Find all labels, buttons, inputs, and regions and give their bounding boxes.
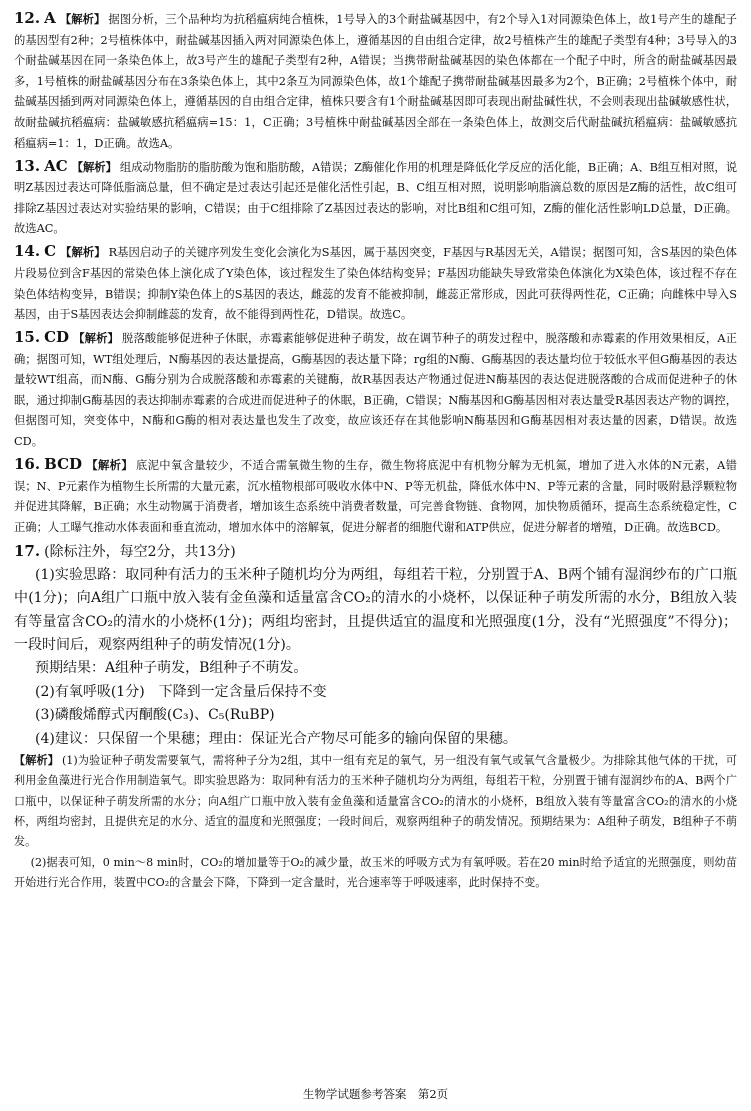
question-13 bbox=[14, 156, 737, 240]
page-content bbox=[14, 8, 737, 893]
question-14 bbox=[14, 241, 737, 325]
analysis-tag: 【解析】 bbox=[73, 331, 120, 346]
question-number: 16. bbox=[14, 455, 41, 474]
page-footer: 生物学试题参考答案 第2页 bbox=[302, 1087, 449, 1101]
analysis-text: 脱落酸能够促进种子休眠，赤霉素能够促进种子萌发，故在调节种子的萌发过程中，脱落酸和赤霉素的作用效果相反，A正确；据图可知，WT组处理后，N酶基因的表达量提高，G酶基因的表达量下降；rg组的N酶、G酶基因的表达量均位于较低水平但G酶基因的表达量较WT组高，而N酶、G酶分别为合成脱落酸和赤霉素的关键酶，故R基因表达产物通过促进N酶基因的表达促进脱落酸的合成而促进种子的休眠，通过抑制G酶基因的表达抑制赤霉素的合成进而促进种子的休眠，B正确，C错误；N酶基因和G酶基因相对表达量受R基因表达产物的调控，但据图可知，突变体中，N酶和G酶的相对表达量也发生了改变，故应该还存在其他影响N酶基因和G酶基因相对表达量的因素，D错误。故选CD。 bbox=[14, 332, 738, 449]
question-17-header bbox=[14, 540, 737, 564]
question-12 bbox=[14, 8, 737, 154]
score-note: (除标注外，每空2分，共13分) bbox=[44, 543, 236, 560]
question-number: 13. bbox=[14, 156, 41, 175]
question-number: 17. bbox=[14, 541, 41, 560]
analysis-tag: 【解析】 bbox=[71, 159, 117, 174]
analysis-text: 据图分析，三个品种均为抗稻瘟病纯合植株，1号导入的3个耐盐碱基因中，有2个导入1对同源染色体上，故1号产生的雄配子的基因型有2种；2号植株体中，耐盐碱基因插入两对同源染色体上，遵循基因的自由组合定律，故2号植株产生的雄配子类型有4种；3号导入的3个耐盐碱基因在同一条染色体上，故3号产生的雄配子类型有2种，A错误；当携带耐盐碱基因的染色体都在一个配子中时，所含的耐盐碱基因最多，1号植株的耐盐碱基因分布在3条染色体上，其中2条互为同源染色体，故1个雄配子携带耐盐碱基因最多为2个，B正确；2号植株个体中，耐盐碱基因插到两对同源染色体上，遵循基因的自由组合定律，植株只要含有1个耐盐碱基因即可表现出耐盐碱性状，不会则表现出盐碱敏感性状，故耐盐碱抗稻瘟病：盐碱敏感抗稻瘟病=15：1，C正确；3号植株中耐盐碱基因全部在一条染色体上，故测交后代耐盐碱抗稻瘟病：盐碱敏感抗稻瘟病=1：1，D正确。故选A。 bbox=[14, 13, 737, 150]
answer-choice: AC bbox=[44, 156, 68, 175]
answer-choice: BCD bbox=[44, 455, 83, 474]
analysis-tag: 【解析】 bbox=[14, 754, 59, 768]
question-number: 15. bbox=[14, 328, 41, 347]
answer-choice: CD bbox=[44, 328, 70, 347]
answer-part-4: (4)建议：只保留一个果穗；理由：保证光合产物尽可能多的输向保留的果穗。 bbox=[35, 730, 517, 747]
question-number: 12. bbox=[14, 9, 41, 27]
question-number: 14. bbox=[14, 242, 41, 261]
analysis-part-1 bbox=[14, 751, 737, 852]
answer-part-3: (3)磷酸烯醇式丙酮酸(C₃)、C₅(RuBP) bbox=[35, 707, 275, 724]
question-15 bbox=[14, 327, 737, 453]
answer-choice: C bbox=[44, 242, 57, 261]
analysis-tag: 【解析】 bbox=[60, 245, 106, 260]
analysis-text: 组成动物脂肪的脂肪酸为饱和脂肪酸，A错误；Z酶催化作用的机理是降低化学反应的活化能，B正确；A、B组互相对照，说明Z基因过表达可降低脂滴总量，但不确定是过表达引起还是催化活性引起，B、C组互相对照，说明影响脂滴总数的原因是Z酶的活性，故C组可排除Z基因过表达对实验结果的影响，C错误；由于C组排除了Z基因过表达的影响，对比B组和C组可知，Z酶的催化活性影响LD总量，D正确。故选AC。 bbox=[14, 160, 737, 236]
answer-part-1: (1)实验思路：取同种有活力的玉米种子随机均分为两组，每组若干粒，分别置于A、B两个铺有湿润纱布的广口瓶中(1分)；向A组广口瓶中放入装有金鱼藻和适量富含CO₂的清水的小烧杯，以保证种子萌发所需的水分，B组放入装有等量富含CO₂的清水的小烧杯(1分)；两组均密封，且提供适宜的温度和光照强度(1分，没有“光照强度”不得分)；一段时间后，观察两组种子的萌发情况(1分)。 bbox=[14, 566, 737, 654]
answer-part-2: (2)有氧呼吸(1分) 下降到一定含量后保持不变 bbox=[35, 683, 327, 700]
analysis-text: R基因启动子的关键序列发生变化会演化为S基因，属于基因突变，F基因与R基因无关，A错误；据图可知，含S基因的染色体片段易位到含F基因的常染色体上演化成了Y染色体，该过程发生了染色体结构变异；F基因功能缺失导致常染色体演化为X染色体，该过程不存在染色体结构变异，B错误；抑制Y染色体上的S基因的表达，雌蕊的发育不能被抑制，雌蕊正常形成，因此可获得两性花，C正确；向雌株中导入S基因，由于S基因表达会抑制雌蕊的发育，故不能得到两性花，D错误。故选C。 bbox=[14, 246, 737, 322]
analysis-text: 底泥中氧含量较少，不适合需氧微生物的生存，微生物将底泥中有机物分解为无机氮，增加了进入水体的N元素，A错误；N、P元素作为植物生长所需的大量元素，沉水植物根部可吸收水体中N、P等无机盐，降低水体中N、P等元素的含量，同时吸附悬浮颗粒物并促进其降解，B正确；水生动物属于消费者，增加该生态系统中消费者数量，可完善食物链、食物网，加快物质循环，提高生态系统稳定性，C正确；人工曝气推动水体表面和垂直流动，增加水体中的溶解氧，促进分解者的细胞代谢和ATP供应，促进分解者的增殖，D正确。故选BCD。 bbox=[14, 459, 737, 534]
analysis-part-2: (2)据表可知，0 min～8 min时，CO₂的增加量等于O₂的减少量，故玉米的呼吸方式为有氧呼吸。若在20 min时给予适宜的光照强度，则幼苗开始进行光合作用，装置中CO₂的含量会下降，下降到一定含量时，光合速率等于呼吸速率，此时保持不变。 bbox=[14, 855, 737, 889]
analysis-text: (1)为验证种子萌发需要氧气，需将种子分为2组，其中一组有充足的氧气，另一组没有氧气或氧气含量极少。为排除其他气体的干扰，可利用金鱼藻进行光合作用制造氧气。即实验思路为：取同种有活力的玉米种子随机均分为两组，每组若干粒，分别置于铺有湿润纱布的A、B两个广口瓶中，以保证种子萌发所需的水分；向A组广口瓶中放入装有金鱼藻和适量富含CO₂的清水的小烧杯，B组放入装有等量富含CO₂的清水的小烧杯，两组均密封，且提供充足的水分、适宜的温度和光照强度；一段时间后，观察两组种子的萌发情况。预期结果为：A组种子萌发，B组种子不萌发。 bbox=[14, 754, 737, 849]
analysis-tag: 【解析】 bbox=[86, 458, 133, 473]
analysis-tag: 【解析】 bbox=[59, 12, 106, 26]
question-16 bbox=[14, 454, 737, 538]
expected-result: 预期结果：A组种子萌发，B组种子不萌发。 bbox=[35, 660, 308, 677]
question-17 bbox=[14, 540, 737, 893]
answer-choice: A bbox=[44, 9, 56, 27]
